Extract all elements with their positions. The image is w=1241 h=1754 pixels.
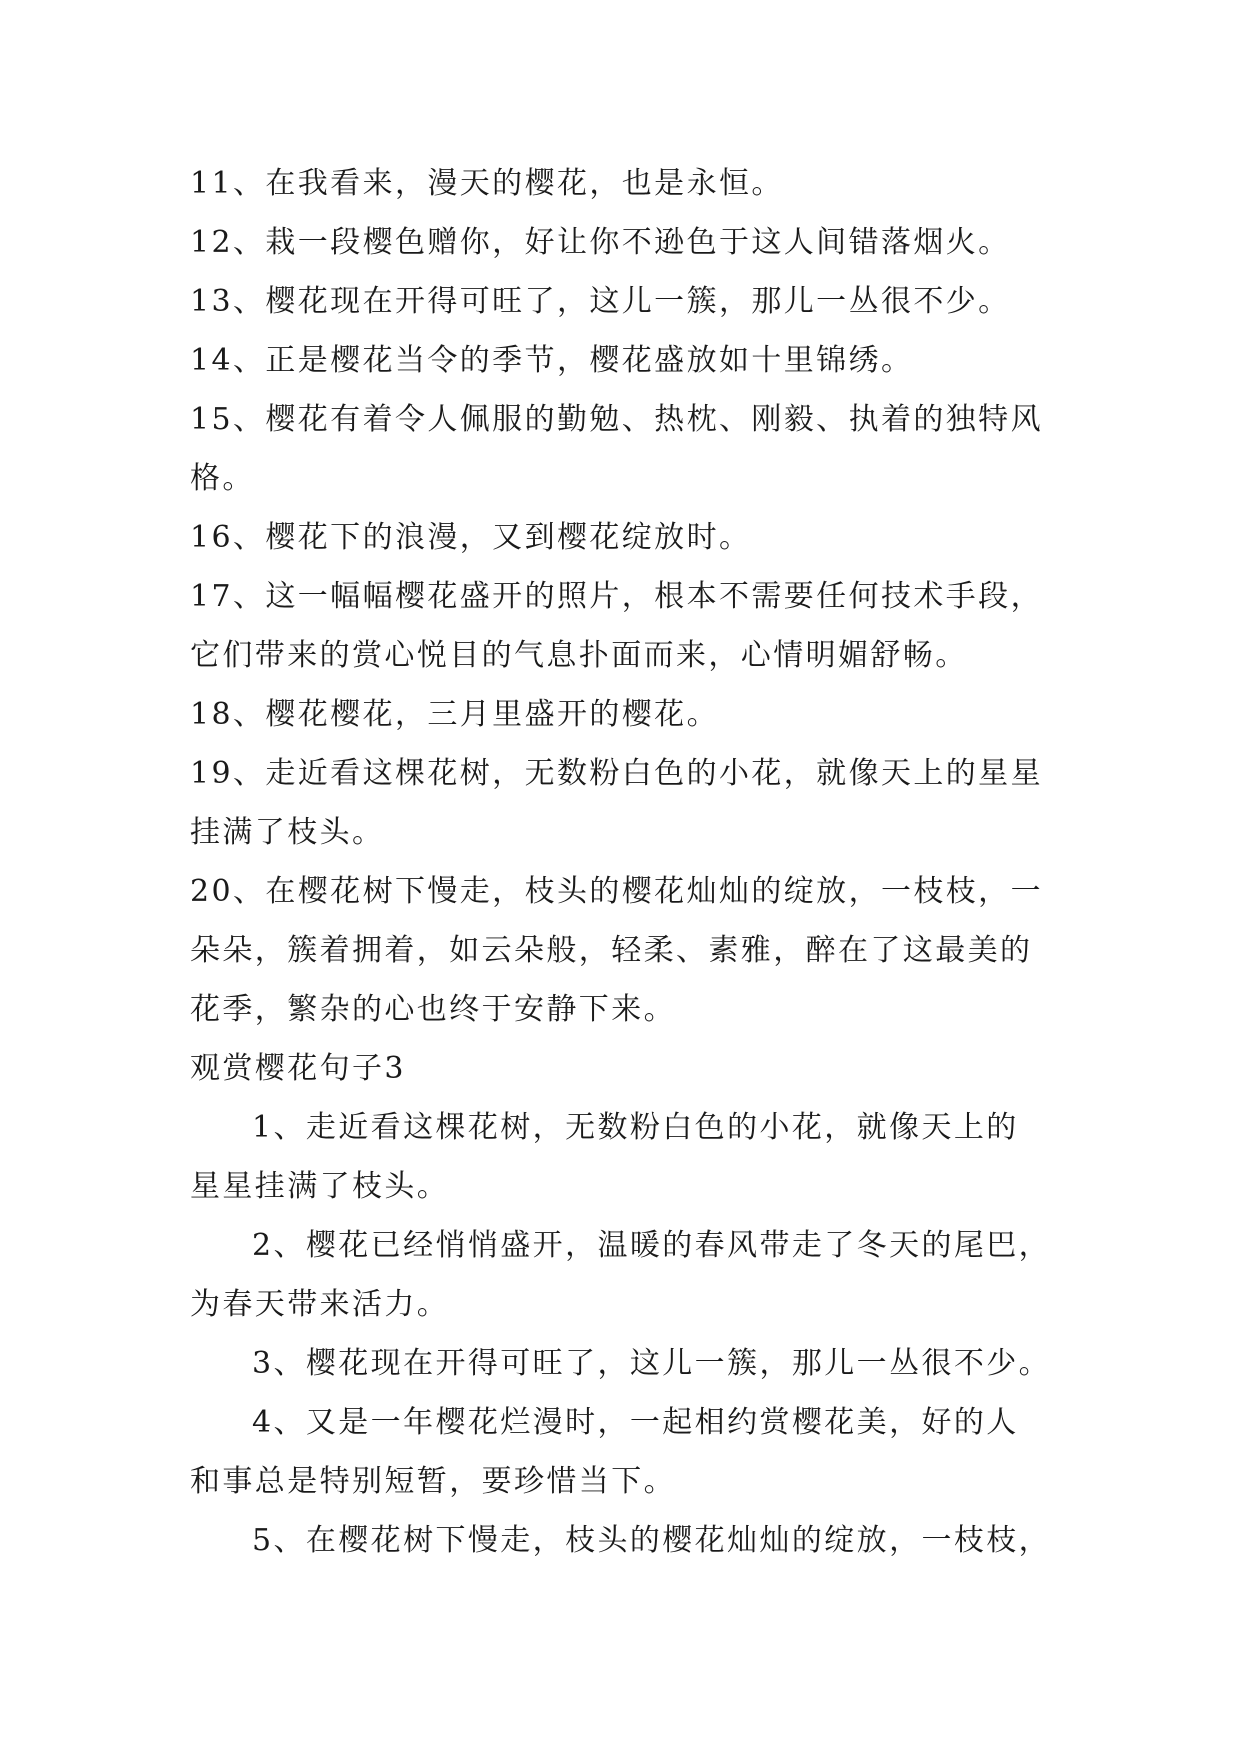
text-line: 3、樱花现在开得可旺了，这儿一簇，那儿一丛很不少。 xyxy=(252,1346,1052,1381)
text-line: 为春天带来活力。 xyxy=(190,1287,450,1322)
text-line: 格。 xyxy=(190,461,255,496)
text-line: 19、走近看这棵花树，无数粉白色的小花，就像天上的星星 xyxy=(190,756,1043,791)
text-line: 它们带来的赏心悦目的气息扑面而来，心情明媚舒畅。 xyxy=(190,638,968,673)
text-line: 和事总是特别短暂，要珍惜当下。 xyxy=(190,1464,676,1499)
section-heading: 观赏樱花句子3 xyxy=(190,1051,406,1086)
text-line: 1、走近看这棵花树，无数粉白色的小花，就像天上的 xyxy=(252,1110,1019,1145)
text-line: 14、正是樱花当令的季节，樱花盛放如十里锦绣。 xyxy=(190,343,914,378)
text-line: 16、樱花下的浪漫，又到樱花绽放时。 xyxy=(190,520,752,555)
text-line: 12、栽一段樱色赠你，好让你不逊色于这人间错落烟火。 xyxy=(190,225,1011,260)
text-line: 18、樱花樱花，三月里盛开的樱花。 xyxy=(190,697,719,732)
text-line: 花季，繁杂的心也终于安静下来。 xyxy=(190,992,676,1027)
text-line: 20、在樱花树下慢走，枝头的樱花灿灿的绽放，一枝枝，一 xyxy=(190,874,1043,909)
text-line: 11、在我看来，漫天的樱花，也是永恒。 xyxy=(190,166,784,201)
text-line: 17、这一幅幅樱花盛开的照片，根本不需要任何技术手段， xyxy=(190,579,1043,614)
text-line: 挂满了枝头。 xyxy=(190,815,385,850)
text-line: 15、樱花有着令人佩服的勤勉、热枕、刚毅、执着的独特风 xyxy=(190,402,1043,437)
text-line: 2、樱花已经悄悄盛开，温暖的春风带走了冬天的尾巴， xyxy=(252,1228,1052,1263)
text-line: 5、在樱花树下慢走，枝头的樱花灿灿的绽放，一枝枝， xyxy=(252,1523,1052,1558)
document-body xyxy=(190,154,1070,1570)
text-line: 13、樱花现在开得可旺了，这儿一簇，那儿一丛很不少。 xyxy=(190,284,1011,319)
text-line: 4、又是一年樱花烂漫时，一起相约赏樱花美，好的人 xyxy=(252,1405,1019,1440)
text-line: 星星挂满了枝头。 xyxy=(190,1169,450,1204)
text-line: 朵朵，簇着拥着，如云朵般，轻柔、素雅，醉在了这最美的 xyxy=(190,933,1033,968)
